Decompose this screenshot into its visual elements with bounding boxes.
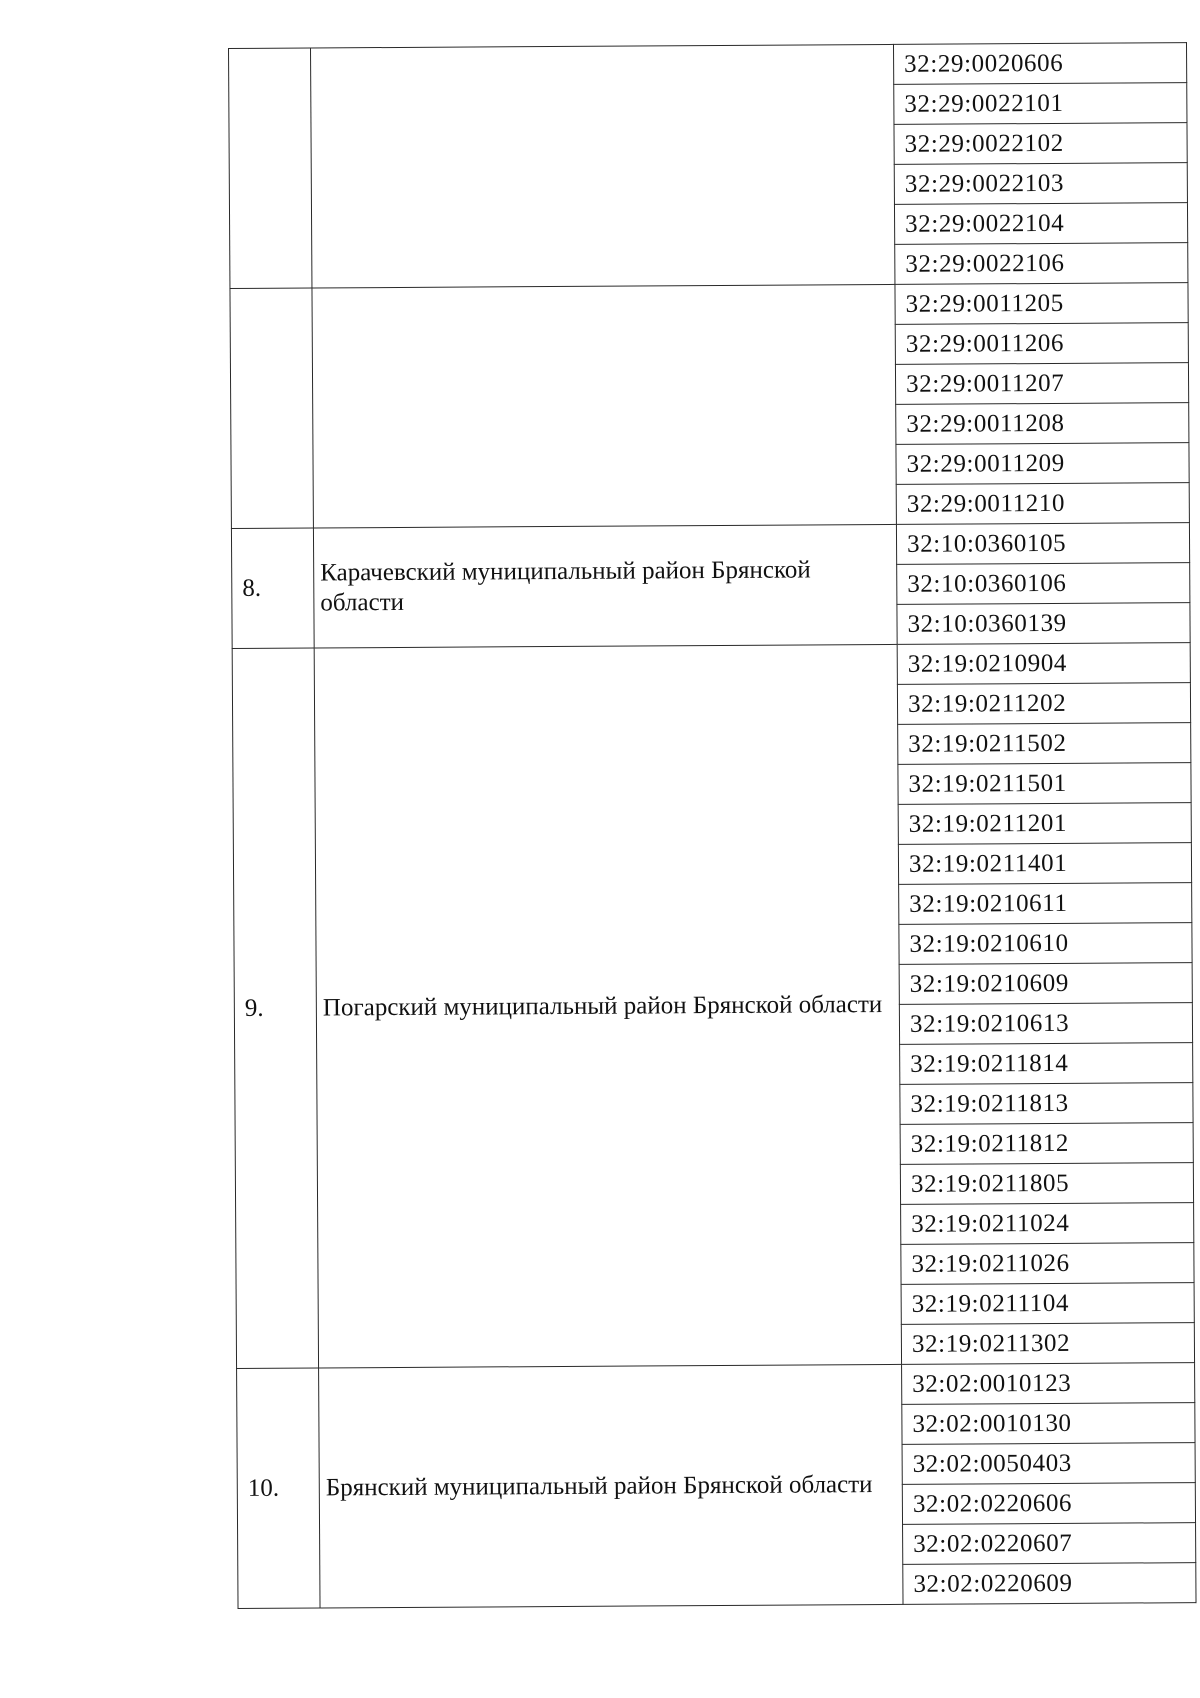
district-name-cell: Карачевский муниципальный район Брянской области bbox=[313, 524, 897, 648]
row-number-cell: 8. bbox=[231, 528, 314, 648]
cadastral-code-cell: 32:29:0022101 bbox=[894, 83, 1187, 125]
cadastral-code-cell: 32:19:0210609 bbox=[899, 963, 1192, 1005]
cadastral-code-cell: 32:29:0022106 bbox=[895, 243, 1188, 285]
cadastral-code-cell: 32:29:0011209 bbox=[896, 443, 1189, 485]
row-number-cell: 10. bbox=[237, 1368, 320, 1608]
cadastral-code-cell: 32:29:0022103 bbox=[894, 163, 1187, 205]
cadastral-code-cell: 32:02:0050403 bbox=[902, 1443, 1195, 1485]
district-name-cell bbox=[311, 44, 895, 288]
row-number-cell bbox=[230, 288, 313, 528]
table-row bbox=[237, 1363, 1195, 1409]
cadastral-code-cell: 32:02:0220607 bbox=[903, 1523, 1196, 1565]
cadastral-code-cell: 32:29:0020606 bbox=[893, 43, 1186, 85]
cadastral-code-cell: 32:29:0011205 bbox=[895, 283, 1188, 325]
cadastral-code-cell: 32:29:0011206 bbox=[895, 323, 1188, 365]
cadastral-code-cell: 32:19:0211104 bbox=[901, 1283, 1194, 1325]
cadastral-code-cell: 32:19:0211302 bbox=[901, 1323, 1194, 1365]
cadastral-code-cell: 32:29:0011210 bbox=[896, 483, 1189, 525]
cadastral-table bbox=[228, 42, 1197, 1609]
cadastral-code-cell: 32:02:0220609 bbox=[903, 1563, 1196, 1605]
cadastral-code-cell: 32:19:0211813 bbox=[900, 1083, 1193, 1125]
cadastral-code-cell: 32:19:0211814 bbox=[900, 1043, 1193, 1085]
row-number-cell: 9. bbox=[232, 648, 318, 1368]
cadastral-code-cell: 32:19:0211501 bbox=[898, 763, 1191, 805]
cadastral-code-cell: 32:10:0360106 bbox=[897, 563, 1190, 605]
cadastral-code-cell: 32:02:0010123 bbox=[902, 1363, 1195, 1405]
cadastral-code-cell: 32:19:0211026 bbox=[901, 1243, 1194, 1285]
cadastral-code-cell: 32:19:0210613 bbox=[899, 1003, 1192, 1045]
district-name-cell: Погарский муниципальный район Брянской области bbox=[314, 644, 901, 1368]
cadastral-code-cell: 32:29:0022102 bbox=[894, 123, 1187, 165]
cadastral-code-cell: 32:19:0211202 bbox=[897, 683, 1190, 725]
table-row bbox=[229, 43, 1187, 89]
cadastral-code-cell: 32:19:0210904 bbox=[897, 643, 1190, 685]
table-row bbox=[232, 643, 1190, 689]
cadastral-code-cell: 32:19:0211812 bbox=[900, 1123, 1193, 1165]
cadastral-code-cell: 32:19:0210610 bbox=[899, 923, 1192, 965]
cadastral-code-cell: 32:19:0211201 bbox=[898, 803, 1191, 845]
cadastral-code-cell: 32:19:0210611 bbox=[899, 883, 1192, 925]
district-name-cell bbox=[312, 284, 896, 528]
cadastral-code-cell: 32:29:0011207 bbox=[895, 363, 1188, 405]
cadastral-code-cell: 32:29:0022104 bbox=[894, 203, 1187, 245]
cadastral-code-cell: 32:19:0211805 bbox=[900, 1163, 1193, 1205]
cadastral-code-cell: 32:19:0211401 bbox=[898, 843, 1191, 885]
cadastral-code-cell: 32:02:0220606 bbox=[902, 1483, 1195, 1525]
cadastral-code-cell: 32:10:0360105 bbox=[896, 523, 1189, 565]
cadastral-code-cell: 32:02:0010130 bbox=[902, 1403, 1195, 1445]
table-row bbox=[231, 523, 1189, 569]
cadastral-code-cell: 32:19:0211024 bbox=[901, 1203, 1194, 1245]
cadastral-code-cell: 32:10:0360139 bbox=[897, 603, 1190, 645]
table-row bbox=[230, 283, 1188, 329]
table-body bbox=[229, 43, 1197, 1609]
row-number-cell bbox=[229, 48, 312, 288]
district-name-cell: Брянский муниципальный район Брянской области bbox=[319, 1364, 903, 1608]
cadastral-code-cell: 32:19:0211502 bbox=[898, 723, 1191, 765]
cadastral-code-cell: 32:29:0011208 bbox=[896, 403, 1189, 445]
